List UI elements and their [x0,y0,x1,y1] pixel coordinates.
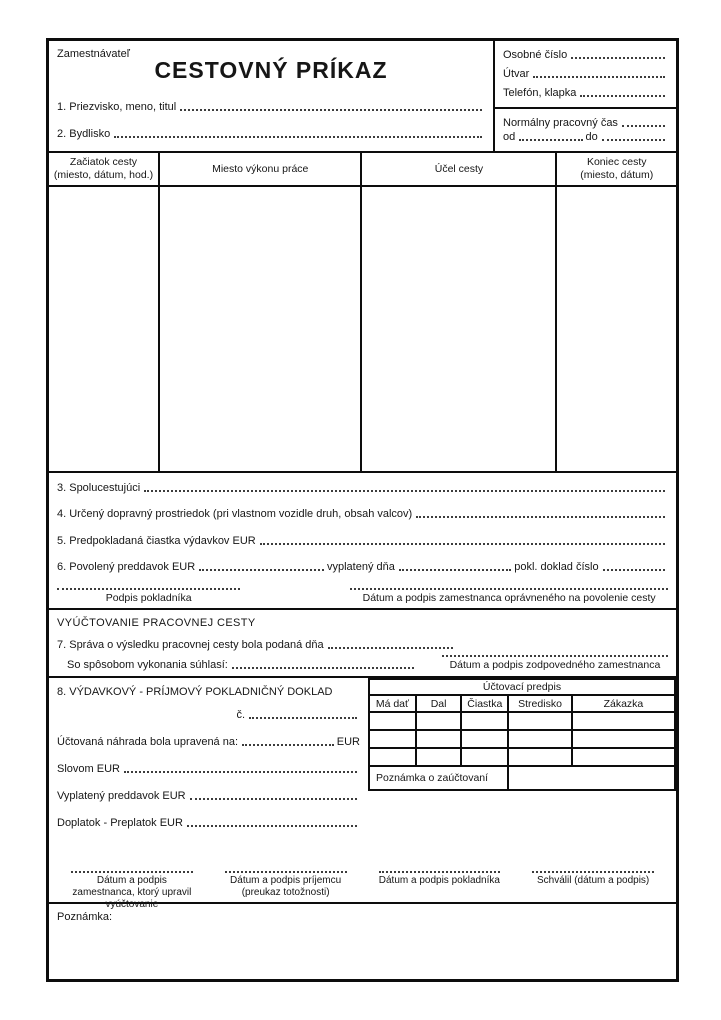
phone-row [503,86,668,100]
paid-advance-row [57,789,360,803]
adjusted-amount-fill-line[interactable] [242,744,334,746]
accounting-cell[interactable] [572,730,675,748]
adjusted-amount-row [57,735,360,749]
trip-purpose-cell[interactable] [362,187,557,471]
hours-from-label: od [503,131,516,143]
department-fill-line[interactable] [533,76,665,78]
hours-to-fill-line[interactable] [602,139,665,141]
trip-table-header [49,153,676,187]
cashier-bottom-signature-block [363,870,517,902]
recipient-signature-line1: Dátum a podpis príjemcu [230,875,342,886]
address-label: 2. Bydlisko [57,128,111,140]
accounting-cell[interactable] [461,712,508,730]
note-section [49,904,676,979]
trip-col-start-line1: Začiatok cesty [69,156,138,168]
trip-col-end-line2: (miesto, dátum) [580,169,654,181]
note-area[interactable] [57,924,668,973]
paid-on-fill-line[interactable] [399,569,511,571]
travel-order-form [46,38,679,982]
recipient-signature-line[interactable] [225,871,347,873]
trip-start-cell[interactable] [49,187,160,471]
phone-fill-line[interactable] [580,95,665,97]
balance-fill-line[interactable] [187,825,357,827]
companions-fill-line[interactable] [144,490,665,492]
approver-signature-block [350,588,668,605]
advance-row [57,560,668,574]
trip-col-purpose-header [362,153,557,185]
posting-note-cell[interactable] [508,766,675,790]
department-row [503,67,668,81]
in-words-label: Slovom EUR [57,763,120,775]
recipient-signature-block [209,870,363,902]
cash-document-section [49,678,676,868]
accounting-cell[interactable] [416,712,462,730]
transport-row [57,507,668,521]
paid-advance-fill-line[interactable] [190,798,357,800]
receipt-number-fill-line[interactable] [603,569,665,571]
accounting-col-credit: Dal [416,695,462,712]
accounting-cell[interactable] [416,748,462,766]
adjuster-signature-line[interactable] [71,871,193,873]
document-number-label: č. [236,709,245,721]
department-label: Útvar [503,68,530,80]
cash-document-heading: 8. VÝDAVKOVÝ - PRÍJMOVÝ POKLADNIČNÝ DOKLAD [57,686,333,698]
address-row [57,127,485,141]
transport-fill-line[interactable] [416,516,665,518]
approved-signature-line[interactable] [532,871,654,873]
adjusted-amount-suffix: EUR [336,736,360,748]
bottom-signatures-row [49,868,676,910]
personal-number-label: Osobné číslo [503,49,568,61]
approver-signature-label: Dátum a podpis zamestnanca oprávneného na povolenie cesty [362,592,656,604]
trip-place-cell[interactable] [160,187,363,471]
trip-table-body [49,187,676,471]
paid-advance-label: Vyplatený preddavok EUR [57,790,186,802]
trip-col-end-line1: Koniec cesty [586,156,647,168]
trip-col-start-header [49,153,160,185]
trip-table [49,153,676,473]
balance-label: Doplatok - Preplatok EUR [57,817,183,829]
accounting-cell[interactable] [461,730,508,748]
trip-col-end-header [557,153,676,185]
name-row [57,100,485,114]
estimated-expenses-row [57,534,668,548]
trip-end-cell[interactable] [557,187,676,471]
agreement-row [57,658,417,672]
accounting-cell[interactable] [461,748,508,766]
accounting-col-center: Stredisko [508,695,572,712]
form-title: CESTOVNÝ PRÍKAZ [154,57,388,83]
settlement-section [49,610,676,678]
adjuster-signature-block [55,870,209,910]
header-right [493,41,676,151]
accounting-cell[interactable] [508,748,572,766]
trip-col-start-line2: (miesto, dátum, hod.) [53,169,154,181]
adjusted-amount-label: Účtovaná náhrada bola upravená na: [57,736,239,748]
personal-number-fill-line[interactable] [571,57,665,59]
transport-label: 4. Určený dopravný prostriedok (pri vlastnom vozidle druh, obsah valcov) [57,508,413,521]
accounting-cell[interactable] [369,748,416,766]
advance-fill-line[interactable] [199,569,324,571]
responsible-signature-label: Dátum a podpis zodpovedného zamestnanca [449,659,661,671]
cashier-bottom-signature-line1: Dátum a podpis [378,875,449,886]
working-hours-box [495,109,676,151]
personal-info-box [495,41,676,109]
approved-signature-block [516,870,670,902]
in-words-fill-line[interactable] [124,771,357,773]
receipt-number-label: pokl. doklad číslo [514,560,599,573]
document-number-row [57,708,360,722]
address-fill-line[interactable] [114,136,482,138]
approved-signature-line1: Schválil (dátum a podpis) [536,875,650,886]
working-hours-fill-line[interactable] [622,125,665,127]
companions-label: 3. Spolucestujúci [57,482,141,494]
settlement-bottom-row [57,655,668,672]
personal-number-row [503,48,668,62]
cashier-signature-block [57,588,240,605]
working-hours-row [503,116,668,130]
accounting-col-amount: Čiastka [461,695,508,712]
accounting-col-order: Zákazka [572,695,675,712]
phone-label: Telefón, klapka [503,87,577,99]
name-label: 1. Priezvisko, meno, titul [57,101,177,113]
report-row [57,638,668,652]
report-fill-line[interactable] [328,647,453,649]
cashier-signature-label: Podpis pokladníka [105,592,192,604]
accounting-cell[interactable] [508,730,572,748]
agreement-fill-line[interactable] [232,667,415,669]
accounting-cell[interactable] [369,730,416,748]
hours-from-fill-line[interactable] [519,139,582,141]
estimated-expenses-fill-line[interactable] [260,543,665,545]
name-fill-line[interactable] [180,109,482,111]
in-words-row [57,762,360,776]
adjuster-signature-line1: Dátum a podpis zamestnanca, [72,875,167,898]
accounting-cell[interactable] [508,712,572,730]
report-label: 7. Správa o výsledku pracovnej cesty bola podaná dňa [57,639,324,651]
accounting-col-debit: Má dať [369,695,416,712]
settlement-heading: VYÚČTOVANIE PRACOVNEJ CESTY [57,617,256,629]
note-label: Poznámka: [57,911,113,923]
accounting-cell[interactable] [416,730,462,748]
working-hours-label: Normálny pracovný čas [503,117,618,129]
paid-on-label: vyplatený dňa [327,560,395,573]
estimated-expenses-label: 5. Predpokladaná čiastka výdavkov EUR [57,534,256,547]
hours-from-to-row [503,130,668,144]
header-left [49,41,493,151]
document-number-fill-line[interactable] [249,717,357,719]
trip-col-place-header [160,153,363,185]
trip-col-purpose-label: Účel cesty [434,162,484,175]
agreement-label: So spôsobom vykonania súhlasí: [67,659,228,671]
cashier-bottom-signature-line2: pokladníka [451,875,500,886]
posting-note-label: Poznámka o zaúčtovaní [369,766,508,790]
accounting-cell[interactable] [572,748,675,766]
companions-row [57,481,668,495]
details-section [49,473,676,610]
adjuster-signature-line2: ktorý upravil vyúčtovanie [105,887,192,910]
responsible-signature-block [442,655,668,672]
cash-document-left [49,678,368,837]
accounting-table [368,678,676,791]
accounting-cell[interactable] [572,712,675,730]
employer-label: Zamestnávateľ [57,48,130,60]
advance-label: 6. Povolený preddavok EUR [57,560,196,573]
balance-row [57,816,360,830]
approval-signatures-row [57,588,668,605]
cashier-bottom-signature-line[interactable] [379,871,501,873]
approver-signature-line[interactable] [350,588,668,590]
accounting-table-title: Účtovací predpis [369,679,675,695]
cashier-signature-line[interactable] [57,588,240,590]
header-section [49,41,676,153]
recipient-signature-line2: (preukaz totožnosti) [241,887,330,898]
responsible-signature-line[interactable] [442,655,668,657]
accounting-cell[interactable] [369,712,416,730]
hours-to-label: do [585,131,598,143]
trip-col-place-label: Miesto výkonu práce [212,162,309,175]
